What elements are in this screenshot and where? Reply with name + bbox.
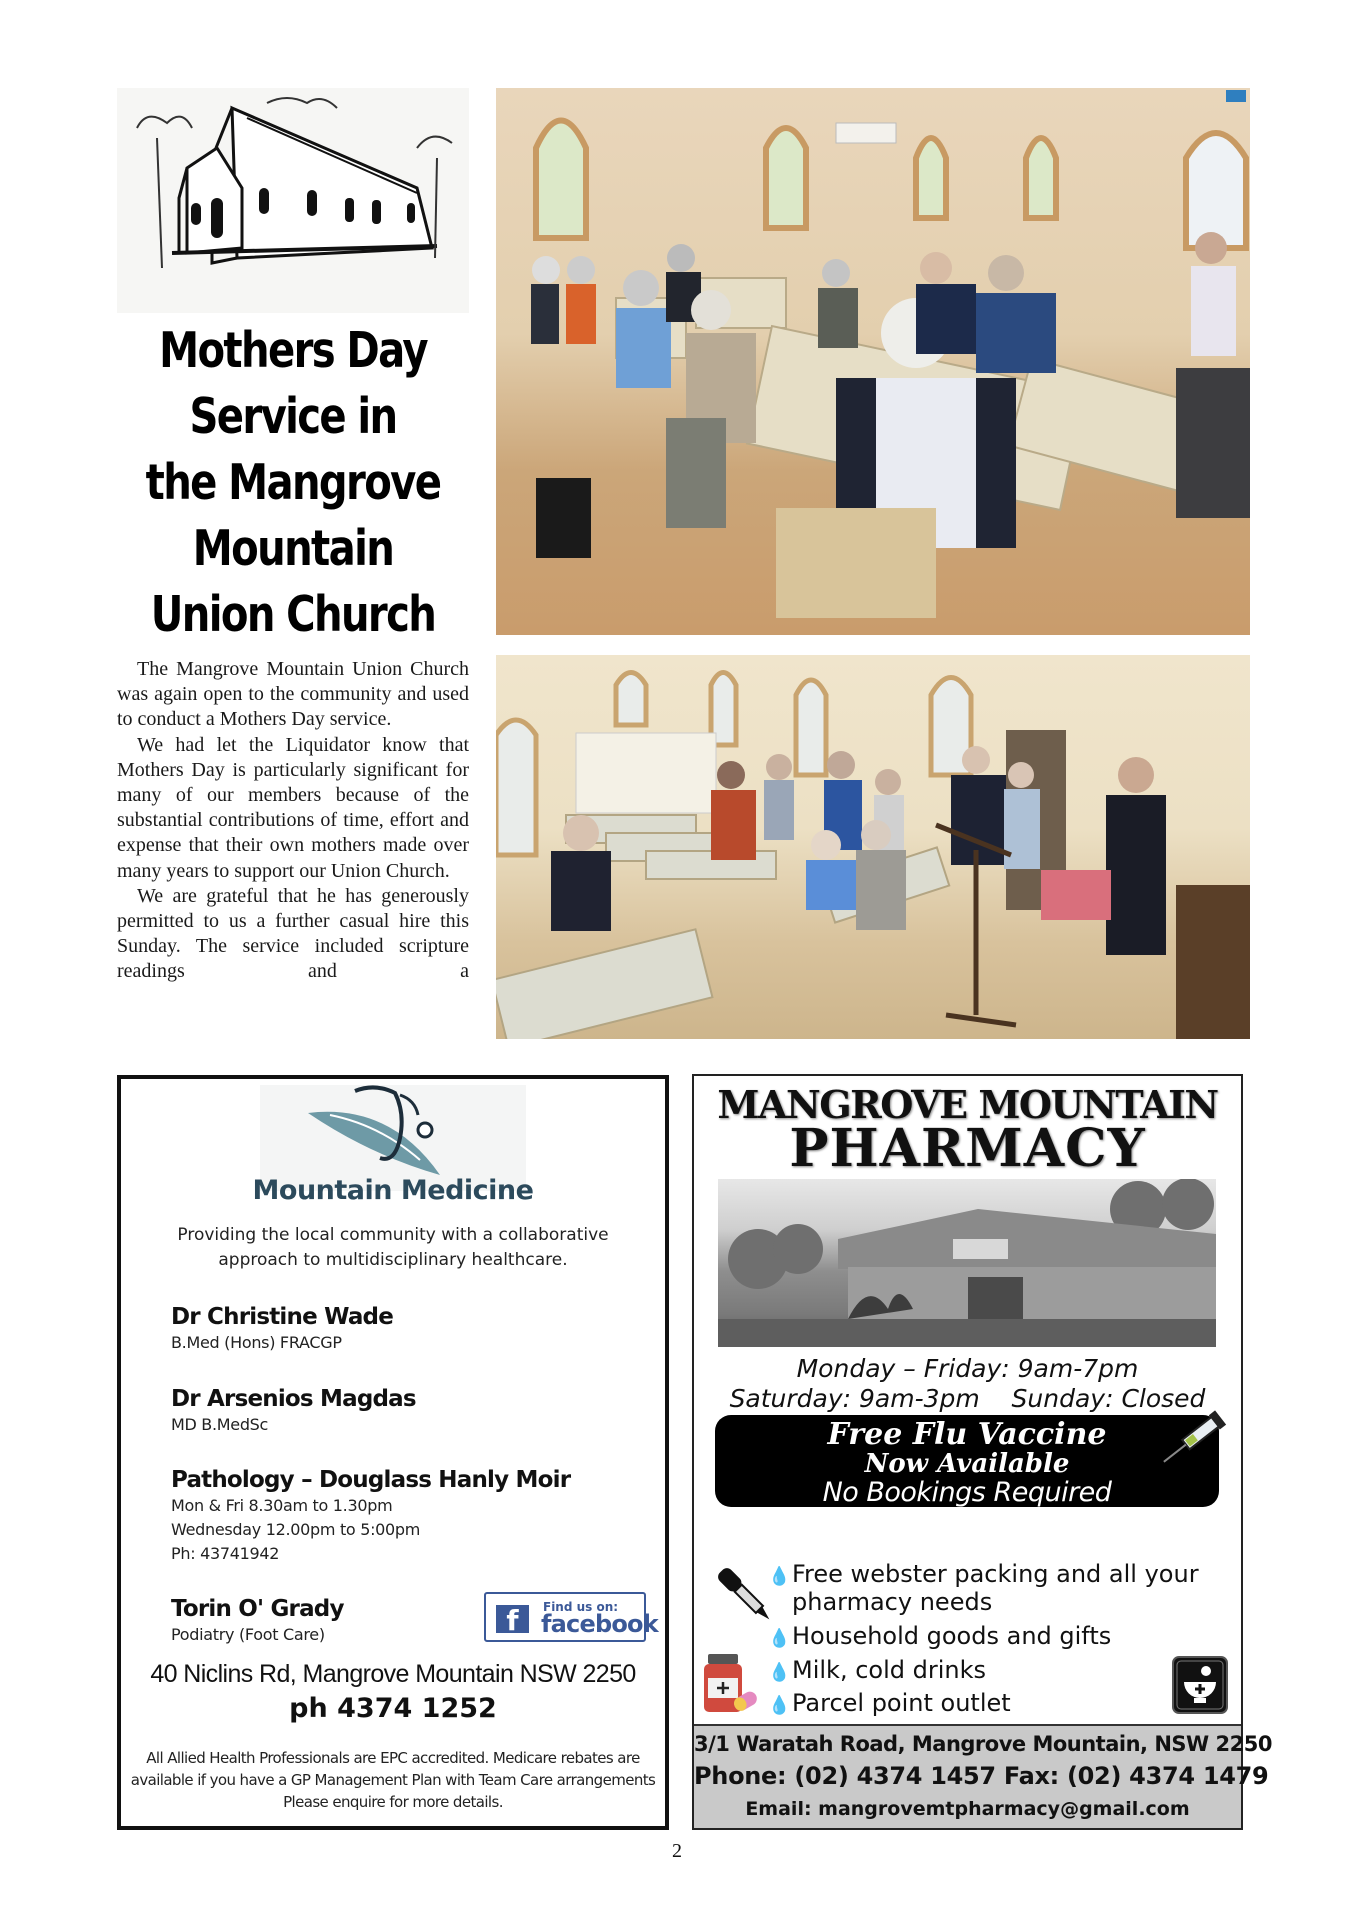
headline-line: Union Church (150, 586, 436, 643)
church-sketch-drawing (117, 88, 469, 313)
congregation-photo-1 (496, 88, 1250, 635)
flu-banner-line3: No Bookings Required (822, 1477, 1112, 1508)
provider-name: Dr Arsenios Magdas (171, 1386, 416, 1412)
pharmacy-ad (692, 1074, 1272, 1830)
service-text: Free webster packing and all your (792, 1560, 1199, 1588)
dropper-icon (716, 1561, 776, 1631)
provider-name: Dr Christine Wade (171, 1304, 394, 1330)
tagline-line: Providing the local community with a collaborative (177, 1225, 609, 1245)
hours-weekend: Saturday: 9am-3pm Sunday: Closed (729, 1384, 1206, 1413)
tagline (121, 1223, 665, 1273)
provider-name: Pathology – Douglass Hanly Moir (171, 1467, 571, 1493)
facebook-find-label: Find us on: (543, 1600, 619, 1614)
medicare-footnote (121, 1747, 665, 1813)
service-item-continued (792, 1588, 992, 1616)
facebook-icon: f (496, 1605, 529, 1633)
provider-pathology (171, 1466, 570, 1566)
clinic-address: 40 Niclins Rd, Mangrove Mountain NSW 2250 (150, 1660, 636, 1688)
medicine-bottle-icon (702, 1654, 760, 1716)
pharmacy-title-line2: PHARMACY (789, 1118, 1146, 1179)
droplet-bullet-icon: 💧 (768, 1628, 791, 1649)
article-paragraph: We are grateful that he has generously permitted to us a further casual hire this Sunday. The service included scripture readings and a (117, 884, 469, 983)
droplet-bullet-icon: 💧 (768, 1566, 791, 1587)
headline-line: Service in (189, 388, 397, 445)
droplet-bullet-icon: 💧 (768, 1695, 791, 1716)
service-item (768, 1656, 986, 1687)
church-sketch-image (117, 88, 469, 313)
photo-1-scene (496, 88, 1250, 635)
article-body (117, 657, 469, 985)
pharmacy-title-line1: MANGROVE MOUNTAIN (717, 1082, 1218, 1127)
flu-vaccine-banner (715, 1415, 1219, 1507)
provider-detail: Mon & Fri 8.30am to 1.30pm (171, 1496, 393, 1515)
pharmacy-building-photo (718, 1179, 1216, 1347)
syringe-icon (1156, 1403, 1236, 1473)
mountain-medicine-ad (117, 1075, 669, 1830)
headline-line: Mothers Day (159, 322, 427, 379)
mortar-pestle-icon (1172, 1656, 1228, 1714)
headline-line: Mountain (192, 520, 394, 577)
provider-christine-wade (171, 1303, 393, 1355)
article-paragraph: We had let the Liquidator know that Mothers Day is particularly significant for many of our members because of the substantial contributions of time, effort and expense that their own mothers made over many years to support our Union Church. (117, 733, 469, 882)
photo-2-scene (496, 655, 1250, 1039)
service-item (768, 1622, 1111, 1653)
provider-torin-ogrady (171, 1595, 344, 1647)
service-text: pharmacy needs (792, 1588, 993, 1616)
article-paragraph: The Mangrove Mountain Union Church was again open to the community and used to conduct a Mothers Day service. (117, 658, 469, 731)
pharmacy-building-scene (718, 1179, 1216, 1347)
tagline-line: approach to multidisciplinary healthcare. (218, 1250, 568, 1270)
service-item (768, 1689, 1011, 1720)
provider-name: Torin O' Grady (171, 1596, 344, 1622)
service-text: Parcel point outlet (792, 1689, 1011, 1717)
pharmacy-contact-bar (694, 1724, 1272, 1828)
pharmacy-phone-fax: Phone: (02) 4374 1457 Fax: (02) 4374 1479 (694, 1762, 1269, 1790)
service-text: Milk, cold drinks (792, 1656, 986, 1684)
footnote-line: Please enquire for more details. (283, 1793, 503, 1811)
provider-detail: Wednesday 12.00pm to 5:00pm (171, 1520, 421, 1539)
flu-banner-line2: Now Available (864, 1449, 1070, 1479)
provider-detail: B.Med (Hons) FRACGP (171, 1333, 342, 1352)
clinic-phone: ph 4374 1252 (289, 1693, 497, 1724)
service-item (768, 1560, 1199, 1591)
provider-arsenios-magdas (171, 1385, 416, 1437)
page-number: 2 (672, 1840, 682, 1862)
footnote-line: available if you have a GP Management Plan with Team Care arrangements (130, 1771, 656, 1789)
provider-detail: Podiatry (Foot Care) (171, 1625, 325, 1644)
provider-detail: Ph: 43741942 (171, 1544, 280, 1563)
facebook-badge[interactable] (484, 1592, 658, 1642)
footnote-line: All Allied Health Professionals are EPC accredited. Medicare rebates are (146, 1749, 640, 1767)
brand-name: Mountain Medicine (252, 1175, 534, 1206)
headline-line: the Mangrove (145, 454, 441, 511)
provider-detail: MD B.MedSc (171, 1415, 269, 1434)
service-text: Household goods and gifts (792, 1622, 1112, 1650)
pharmacy-address: 3/1 Waratah Road, Mangrove Mountain, NSW 2250 (694, 1732, 1272, 1756)
facebook-wordmark: facebook (541, 1610, 658, 1638)
congregation-photo-2 (496, 655, 1250, 1039)
flu-banner-line1: Free Flu Vaccine (827, 1417, 1107, 1452)
article-headline (145, 318, 442, 648)
droplet-bullet-icon: 💧 (768, 1662, 791, 1683)
hours-weekdays: Monday – Friday: 9am-7pm (796, 1354, 1139, 1383)
pharmacy-email[interactable]: Email: mangrovemtpharmacy@gmail.com (745, 1798, 1190, 1820)
